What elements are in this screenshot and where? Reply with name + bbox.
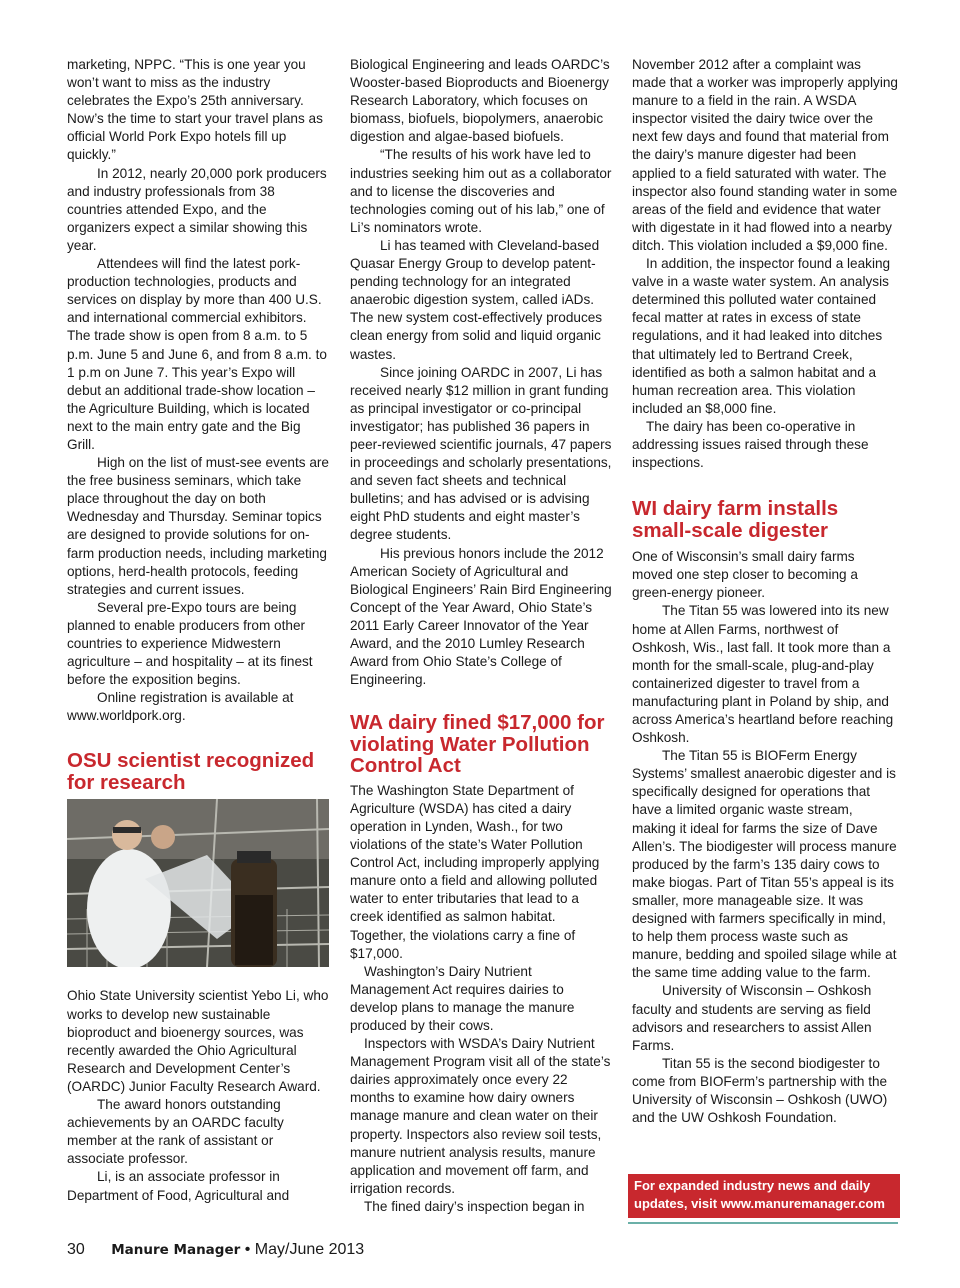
paragraph: One of Wisconsin’s small dairy farms moved one step closer to becoming a green-energy pioneer. <box>632 549 858 601</box>
paragraph: Ohio State University scientist Yebo Li, who works to develop new sustainable bioproduct and bioenergy sources, was recently awarded the Ohio Agricultural Research and Development Center’s (OARDC) Junior Faculty Research Award. <box>67 988 329 1094</box>
paragraph: In addition, the inspector found a leaking valve in a waste water system. An analysis determined this polluted water contained fecal matter at rates in excess of state regulations, and it had leaked into ditches that ultimately led to Bertrand Creek, identified as both a salmon habitat and a human recreation area. This violation included an $8,000 fine. <box>632 256 891 416</box>
paragraph: The award honors outstanding achievements by an OARDC faculty member at the rank of assistant or associate professor. <box>67 1097 284 1167</box>
paragraph: The fined dairy’s inspection began in <box>364 1198 585 1214</box>
paragraph: The Titan 55 was lowered into its new home at Allen Farms, northwest of Oshkosh, Wis., last fall. It took more than a month for the small-scale, plug-and-play containerized digester to travel from a manufacturing plant in Poland by ship, and across America’s heartland before reaching Oshkosh. <box>632 603 894 746</box>
wi-heading: WI dairy farm installs small-scale digester <box>632 497 839 542</box>
paragraph: Titan 55 is the second biodigester to come from BIOFerm’s partnership with the University of Wisconsin – Oshkosh (UWO) and the UW Oshkosh Foundation. <box>632 1055 888 1126</box>
paragraph: Since joining OARDC in 2007, Li has received nearly $12 million in grant funding as principal investigator or co-principal investigator; has published 36 papers in peer-reviewed scientific journals, 47 papers in proceedings and scholarly presentations, and seven fact sheets and technical bulletins; and has advised or is advising eight PhD students and eight master’s degree students. <box>350 364 612 543</box>
paragraph: Online registration is available at www.worldpork.org. <box>67 690 294 724</box>
paragraph: Inspectors with WSDA’s Dairy Nutrient Management Program visit all of the state’s dairies approximately once every 22 months to examine how dairy owners manage manure and clean water on their property. Inspectors also review soil tests, manure nutrient analysis results, manure application and movement off farm, and irrigation records. <box>350 1036 611 1196</box>
paragraph: Biological Engineering and leads OARDC’s Wooster-based Bioproducts and Bioenergy Research Laboratory, which focuses on biomass, biofuels, biopolymers, anaerobic digestion and algae-based biofuels. <box>350 57 610 145</box>
paragraph: The dairy has been co-operative in addressing issues raised through these inspections. <box>632 418 869 471</box>
magazine-name: Manure Manager <box>111 1242 241 1258</box>
promo-line-2: updates, visit www.manuremanager.com <box>634 1195 885 1211</box>
paragraph: “The results of his work have led to industries seeking him out as a collaborator and to license the discoveries and technologies coming out of his lab,” one of Li’s nominators wrote. <box>350 147 612 235</box>
lab-photo <box>67 799 329 967</box>
paragraph: Li, is an associate professor in Department of Food, Agricultural and <box>67 1169 290 1203</box>
page-number: 30 <box>67 1241 85 1258</box>
page-footer <box>67 1240 364 1260</box>
paragraph: University of Wisconsin – Oshkosh faculty and students are serving as field advisors and researchers to assist Allen Farms. <box>632 983 872 1053</box>
divider-rule <box>628 1222 898 1224</box>
footer-separator: • <box>244 1241 251 1258</box>
article-column-2 <box>350 56 614 1216</box>
paragraph: In 2012, nearly 20,000 pork producers and industry professionals from 38 countries attended Expo, and the organizers expect a similar showing this year. <box>67 165 327 253</box>
article-column-1 <box>67 56 331 1205</box>
promo-banner[interactable] <box>628 1174 900 1218</box>
paragraph: Washington’s Dairy Nutrient Management Act requires dairies to develop plans to manage the manure produced by their cows. <box>350 963 575 1033</box>
paragraph: Several pre-Expo tours are being planned to enable producers from other countries to experience Midwestern agriculture – and hospitality – at its finest before the exposition begins. <box>67 599 313 688</box>
wa-heading: WA dairy fined $17,000 for violating Water Pollution Control Act <box>350 711 605 778</box>
paragraph: Attendees will find the latest pork-production technologies, products and services on display by more than 400 U.S. and international commercial exhibitors. The trade show is open from 8 a.m. to 5 p.m. June 5 and June 6, and from 8 a.m. to 1 p.m on June 7. This year’s Expo will debut an additional trade-show location – the Agriculture Building, which is located next to the main entry gate and the Big Grill. <box>67 256 327 452</box>
paragraph: November 2012 after a complaint was made that a worker was improperly applying manure to a field in the rain. A WSDA inspector visited the dairy twice over the next few days and found that material from the dairy’s manure digester had been applied to a field saturated with water. The inspector also found standing water in some areas of the field and evidence that water with digestate in it had flowed into a nearby ditch. This violation included a $9,000 fine. <box>632 57 898 253</box>
paragraph: The Washington State Department of Agriculture (WSDA) has cited a dairy operation in Lynden, Wash., for two violations of the state’s Water Pollution Control Act, including improperly applying manure onto a field and allowing polluted water to enter tributaries that lead to a creek identified as salmon habitat. Together, the violations carry a fine of $17,000. <box>350 782 600 961</box>
paragraph: His previous honors include the 2012 American Society of Agricultural and Biological Engineers’ Rain Bird Engineering Concept of the Year Award, Ohio State’s 2011 Early Career Innovator of the Year Award, and the 2010 Lumley Research Award from Ohio State’s College of Engineering. <box>350 545 612 688</box>
paragraph: marketing, NPPC. “This is one year you won’t want to miss as the industry celebrates the Expo’s 25th anniversary. Now’s the time to start your travel plans as official World Pork Expo hotels fill up quickly.” <box>67 57 323 163</box>
paragraph: High on the list of must-see events are the free business seminars, which take place throughout the day on both Wednesday and Thursday. Seminar topics are designed to provide solutions for on-farm production needs, including marketing options, herd-health protocols, feeding strategies and current issues. <box>67 455 329 597</box>
paragraph: Li has teamed with Cleveland-based Quasar Energy Group to develop patent-pending technology for an integrated anaerobic digestion system, called iADs. The new system cost-effectively produces clean energy from solid and liquid organic wastes. <box>350 237 603 362</box>
osu-heading: OSU scientist recognized for research <box>67 749 315 794</box>
article-column-3 <box>632 56 898 1127</box>
promo-line-1: For expanded industry news and daily <box>634 1178 871 1193</box>
issue-date: May/June 2013 <box>254 1241 365 1258</box>
paragraph: The Titan 55 is BIOFerm Energy Systems’ smallest anaerobic digester and is specifically designed for operations that have a limited organic waste stream, making it ideal for farms the size of Dave Allen’s. The biodigester will process manure produced by the farm’s 135 dairy cows to make biogas. Part of Titan 55’s appeal is its smaller, more manageable size. It was designed with farmers specifically in mind, to help them process waste such as manure, bedding and spoiled silage while at the same time adding value to the farm. <box>632 748 897 981</box>
